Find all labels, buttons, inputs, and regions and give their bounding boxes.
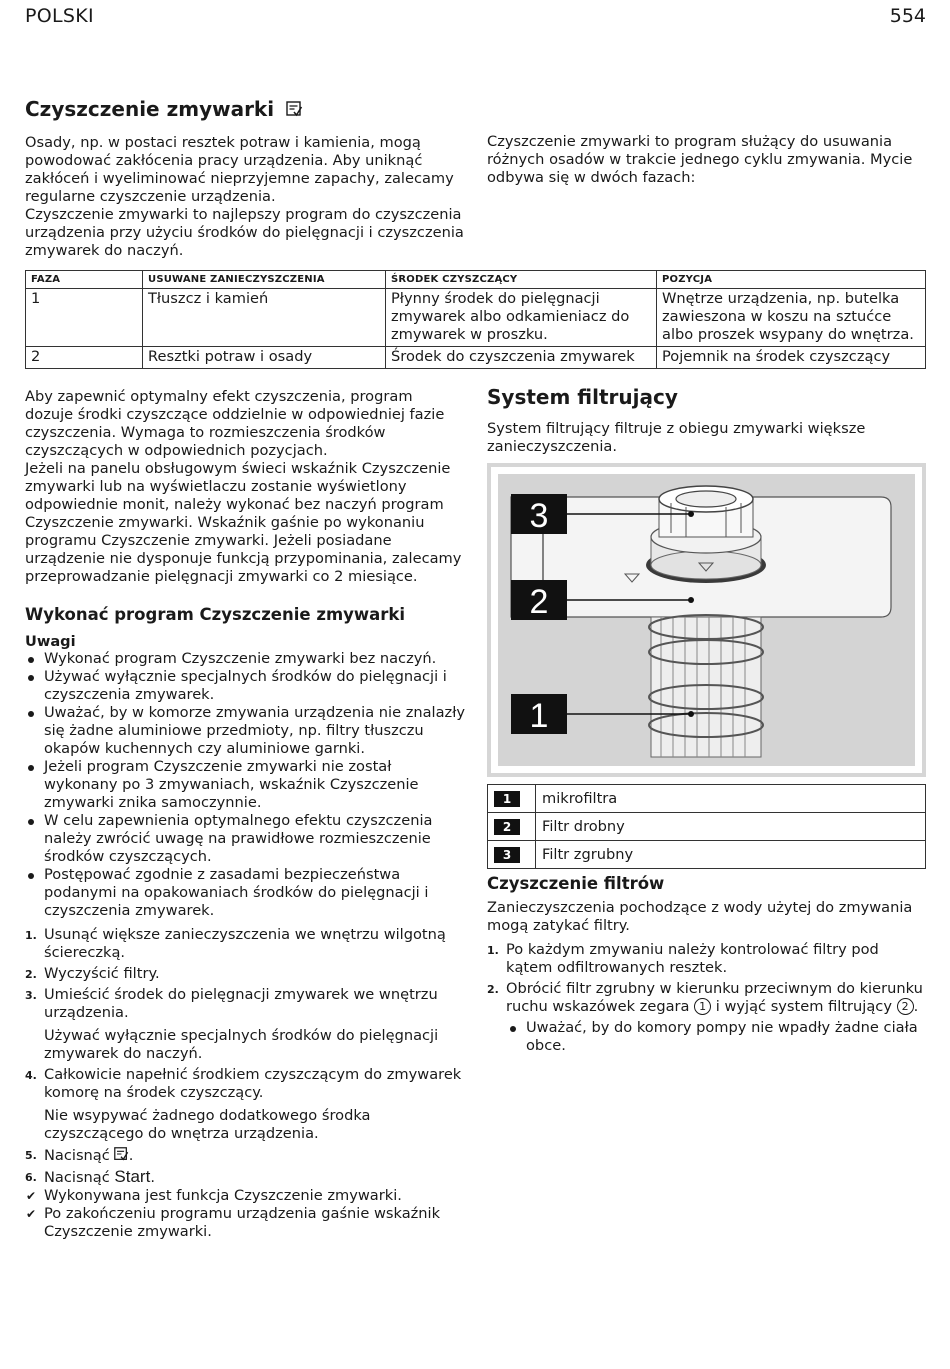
intro-left: [25, 134, 465, 260]
legend-number-cell: [488, 841, 536, 869]
dishwasher-care-icon: [110, 1147, 129, 1164]
list-item: Jeżeli program Czyszczenie zmywarki nie został wykonany po 3 zmywaniach, wskaźnik Czyszczenie zmywarki znika samoczynnie.: [25, 758, 465, 812]
step-text: Całkowicie napełnić środkiem czyszczącym do zmywarek komorę na środek czyszczący.: [44, 1066, 462, 1101]
marker-1: 1: [694, 998, 711, 1015]
step-text: Usunąć większe zanieczyszczenia we wnętrzu wilgotną ściereczką.: [44, 926, 446, 961]
check-icon: ✔: [26, 1207, 37, 1221]
header-cell: POZYCJA: [657, 271, 926, 289]
step-number: 6.: [25, 1171, 37, 1184]
step-text: .: [913, 998, 919, 1015]
step-item: [25, 1066, 465, 1143]
clean-filters-section: [487, 874, 927, 1055]
step-number: 2.: [25, 968, 37, 981]
clean-filters-steps: [487, 941, 927, 1016]
table-cell: Wnętrze urządzenia, np. butelka zawieszona w koszu na sztućce albo proszek wsypany do wnętrza.: [657, 289, 926, 347]
step-number: 2.: [487, 983, 499, 996]
legend-number: 1: [494, 791, 520, 807]
intro-right: [487, 133, 927, 187]
table-cell: 1: [26, 289, 143, 347]
table-row: [488, 841, 926, 869]
start-button-label: Start: [114, 1167, 151, 1186]
step-item: [25, 926, 465, 962]
callout-label: 3: [529, 497, 549, 535]
filter-system-figure: [487, 463, 926, 777]
header-cell: ŚRODEK CZYSZCZĄCY: [386, 271, 657, 289]
intro-right-paragraph: Czyszczenie zmywarki to program służący do usuwania różnych osadów w trakcie jednego cyklu zmywania. Mycie odbywa się w dwóch fazach:: [487, 133, 913, 186]
phase-table-header: [26, 271, 926, 289]
table-cell: Pojemnik na środek czyszczący: [657, 347, 926, 369]
legend-label: Filtr zgrubny: [536, 841, 926, 869]
step-number: 4.: [25, 1069, 37, 1082]
step-text: Nacisnąć: [44, 1169, 110, 1186]
table-row: [26, 289, 926, 347]
list-item: W celu zapewnienia optymalnego efektu czyszczenia należy zwrócić uwagę na prawidłowe rozmieszczenie środków czyszczących.: [25, 812, 465, 866]
step-text: Umieścić środek do pielęgnacji zmywarek we wnętrzu urządzenia.: [44, 986, 438, 1021]
result-item: [25, 1187, 465, 1205]
header-language: POLSKI: [25, 5, 94, 27]
table-cell: Płynny środek do pielęgnacji zmywarek albo odkamieniacz do zmywarek w proszku.: [386, 289, 657, 347]
notes-label: Uwagi: [25, 633, 76, 650]
step-number: 1.: [25, 929, 37, 942]
step-number: 1.: [487, 944, 499, 957]
list-item: Wykonać program Czyszczenie zmywarki bez naczyń.: [25, 650, 465, 668]
result-item: [25, 1205, 465, 1241]
step-item: [487, 941, 927, 977]
marker-2: 2: [897, 998, 914, 1015]
step-extra: Nie wsypywać żadnego dodatkowego środka czyszczącego do wnętrza urządzenia.: [44, 1107, 371, 1142]
filter-system-section: [487, 385, 927, 456]
table-cell: Środek do czyszczenia zmywarek: [386, 347, 657, 369]
step-item: 5. Nacisnąć .: [25, 1147, 134, 1164]
step-number: 3.: [25, 989, 37, 1002]
step-text: i wyjąć system filtrujący: [715, 998, 892, 1015]
steps-list: [25, 926, 465, 1187]
step-item: [25, 965, 465, 983]
list-item: Postępować zgodnie z zasadami bezpieczeństwa podanymi na opakowaniach środków do pielęgnacji i czyszczenia zmywarek.: [25, 866, 465, 920]
table-cell: Tłuszcz i kamień: [143, 289, 386, 347]
step-item: [487, 980, 927, 1016]
table-cell: 2: [26, 347, 143, 369]
header-cell: FAZA: [26, 271, 143, 289]
list-item: Uważać, by do komory pompy nie wpadły żadne ciała obce.: [507, 1019, 927, 1055]
run-program-heading: Wykonać program Czyszczenie zmywarki: [25, 605, 406, 624]
legend-label: Filtr drobny: [536, 813, 926, 841]
step-text: Obrócić filtr zgrubny w kierunku przeciwnym do kierunku ruchu wskazówek zegara: [506, 980, 923, 1015]
notes-list: [25, 650, 465, 920]
section-title: [25, 97, 303, 123]
results-list: [25, 1187, 465, 1241]
legend-number: 2: [494, 819, 520, 835]
table-cell: Resztki potraw i osady: [143, 347, 386, 369]
legend-number: 3: [494, 847, 520, 863]
table-row: [488, 813, 926, 841]
dishwasher-care-icon: [285, 99, 303, 123]
filter-system-heading: System filtrujący: [487, 385, 678, 409]
clean-filters-intro: Zanieczyszczenia pochodzące z wody użytej do zmywania mogą zatykać filtry.: [487, 899, 913, 934]
step-item: 6. Nacisnąć Start.: [25, 1167, 155, 1186]
step-item: [25, 986, 465, 1063]
list-item: Używać wyłącznie specjalnych środków do pielęgnacji i czyszczenia zmywarek.: [25, 668, 465, 704]
optimal-paragraph-2: Jeżeli na panelu obsługowym świeci wskaźnik Czyszczenie zmywarki lub na wyświetlaczu zostanie wyświetlony odpowiednie monit, należy wykonać bez naczyń program Czyszczenie zmywarki. Wskaźnik gaśnie po wykonaniu programu Czyszczenie zmywarki. Jeżeli posiadane urządzenie nie dysponuje funkcją przypominania, zalecamy przeprowadzanie pielęgnacji zmywarki co 2 miesiące.: [25, 460, 462, 585]
table-row: [26, 347, 926, 369]
legend-number-cell: [488, 785, 536, 813]
figure-legend: [487, 784, 926, 869]
phase-table: [25, 270, 926, 369]
list-item: Uważać, by w komorze zmywania urządzenia nie znalazły się żadne aluminiowe przedmioty, np. filtry tłuszczu okapów kuchennych czy aluminiowe garnki.: [25, 704, 465, 758]
section-title-text: Czyszczenie zmywarki: [25, 97, 275, 121]
step-extra: Używać wyłącznie specjalnych środków do pielęgnacji zmywarek do naczyń.: [44, 1027, 439, 1062]
clean-filters-bullets: [507, 1019, 927, 1055]
step-text: Wyczyścić filtry.: [44, 965, 160, 982]
step-text: Po każdym zmywaniu należy kontrolować filtry pod kątem odfiltrowanych resztek.: [506, 941, 879, 976]
header-cell: USUWANE ZANIECZYSZCZENIA: [143, 271, 386, 289]
clean-filters-heading: Czyszczenie filtrów: [487, 874, 665, 893]
intro-paragraph-2: Czyszczenie zmywarki to najlepszy program do czyszczenia urządzenia przy użyciu środków do pielęgnacji i czyszczenia zmywarek do naczyń.: [25, 206, 464, 259]
callout-label: 1: [529, 697, 549, 735]
result-text: Wykonywana jest funkcja Czyszczenie zmywarki.: [44, 1187, 402, 1204]
intro-paragraph-1: Osady, np. w postaci resztek potraw i kamienia, mogą powodować zakłócenia pracy urządzenia. Aby uniknąć zakłóceń i wyeliminować nieprzyjemne zapachy, zalecamy regularne czyszczenie urządzenia.: [25, 134, 454, 205]
step-number: 5.: [25, 1149, 37, 1162]
callout-label: 2: [529, 583, 549, 621]
legend-number-cell: [488, 813, 536, 841]
step-text: Nacisnąć: [44, 1147, 110, 1164]
page-number: 554: [889, 5, 926, 27]
filter-system-intro: System filtrujący filtruje z obiegu zmywarki większe zanieczyszczenia.: [487, 420, 866, 455]
check-icon: ✔: [26, 1189, 37, 1203]
legend-label: mikrofiltra: [536, 785, 926, 813]
optimal-paragraph-1: Aby zapewnić optymalny efekt czyszczenia, program dozuje środki czyszczące oddzielnie w odpowiedniej fazie czyszczenia. Wymaga to rozmieszczenia środków czyszczących w odpowiednich pozycjach.: [25, 388, 445, 459]
filter-illustration: [491, 467, 922, 773]
result-text: Po zakończeniu programu urządzenia gaśnie wskaźnik Czyszczenie zmywarki.: [44, 1205, 441, 1240]
left-column: [25, 388, 465, 1241]
table-row: [488, 785, 926, 813]
